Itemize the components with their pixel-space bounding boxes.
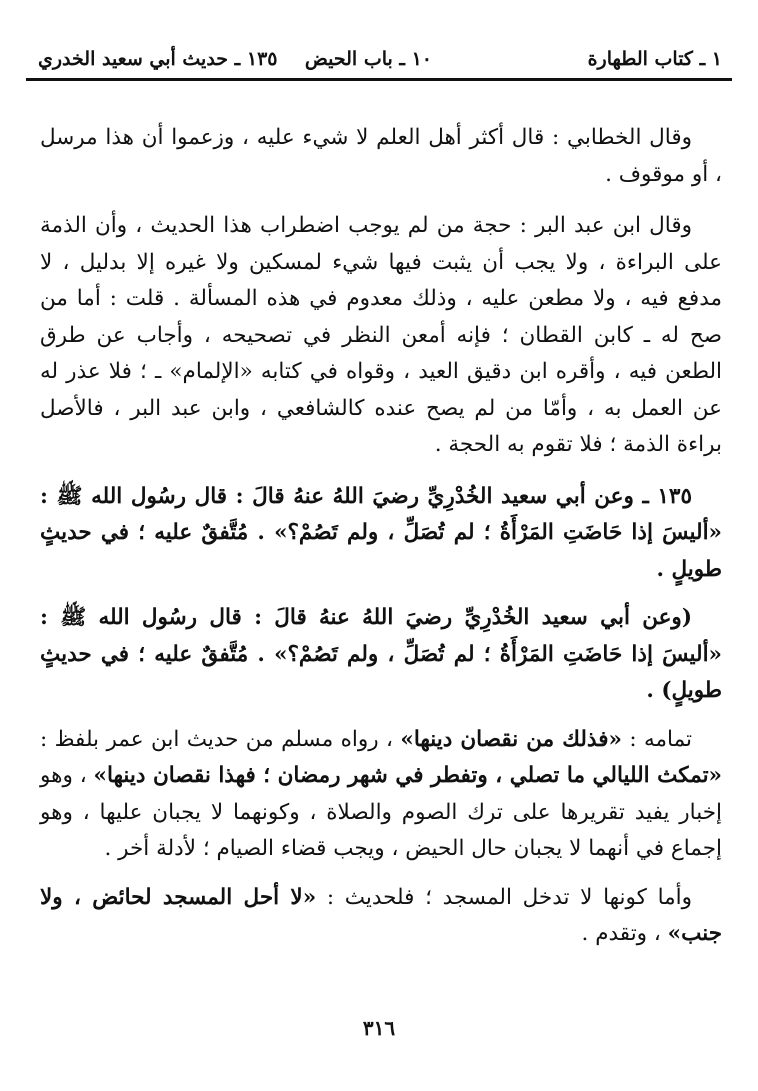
- paragraph-text: ، وهو إخبار يفيد تقريرها على ترك الصوم والصلاة ، وكونهما لا يجبان عليها ، وهو إجماع في أنهما لا يجبان حال الحيض ، ويجب قضاء الصيام ؛ لأدلة أخر .: [40, 763, 722, 861]
- header-chapter-title: ١٠ ـ باب الحيض: [304, 48, 432, 70]
- paragraph-text: وقال ابن عبد البر : حجة من لم يوجب اضطراب هذا الحديث ، وأن الذمة على البراءة ، ولا يجب أن يثبت فيها شيء لمسكين ولا غيره إلا بدليل ، لا مدفع فيه ، ولا مطعن عليه ، وذلك معدوم في هذه المسألة . قلت : أما من صح له ـ كابن القطان ؛ فإنه أمعن النظر في تصحيحه ، وأجاب عن طرق الطعن فيه ، وأقره ابن دقيق العيد ، وقواه في كتابه «الإلمام» ـ ؛ فلا عذر له عن العمل به ، وأمّا من لم يصح عنده كالشافعي ، وابن عبد البر ، فالأصل براءة الذمة ؛ فلا تقوم به الحجة .: [40, 213, 722, 457]
- header-book-title: ١ ـ كتاب الطهارة: [587, 48, 722, 70]
- paragraph-text: (وعن أبي سعيد الخُدْرِيِّ رضيَ اللهُ عنهُ قالَ : قال رسُول الله ﷺ : «أليسَ إذا حَاضَتِ المَرْأَةُ ؛ لم تُصَلِّ ، ولم تَصُمْ؟» . مُتَّفقٌ عليه ؛ في حديثٍ طويلٍ) .: [40, 605, 722, 703]
- paragraph-text: ، وتقدم .: [581, 921, 668, 946]
- paragraph-masjid: [40, 880, 722, 953]
- paragraph-text: ، رواه مسلم من حديث ابن عمر بلفظ :: [40, 726, 401, 752]
- body-text: [40, 120, 722, 965]
- running-header: [30, 42, 728, 76]
- paragraph-text: وقال الخطابي : قال أكثر أهل العلم لا شيء عليه ، وزعموا أن هذا مرسل ، أو موقوف .: [40, 125, 722, 187]
- paragraph-khattabi: [40, 120, 722, 193]
- hadith-135-commentary-quote: [40, 600, 722, 710]
- paragraph-tamamuh: [40, 722, 722, 868]
- header-hadith-title: ١٣٥ ـ حديث أبي سعيد الخدري: [38, 48, 278, 70]
- paragraph-text: ١٣٥ ـ وعن أبي سعيد الخُدْرِيِّ رضيَ اللهُ عنهُ قالَ : قال رسُول الله ﷺ : «أليسَ إذا حَاضَتِ المَرْأَةُ ؛ لم تُصَلِّ ، ولم تَصُمْ؟» . مُتَّفقٌ عليه ؛ في حديثٍ طويلٍ .: [40, 483, 722, 582]
- page-number: ٣١٦: [362, 1016, 396, 1040]
- quoted-hadith: «فذلك من نقصان دينها»: [400, 726, 622, 752]
- hadith-135-text: [40, 479, 722, 589]
- paragraph-ibn-abd-al-barr: [40, 208, 722, 464]
- paragraph-text: وأما كونها لا تدخل المسجد ؛ فلحديث :: [316, 884, 692, 910]
- quoted-hadith: «تمكث الليالي ما تصلي ، وتفطر في شهر رمضان ؛ فهذا نقصان دينها»: [93, 763, 722, 788]
- header-divider: [26, 78, 732, 81]
- quoted-hadith: «لا أحل المسجد لحائض ، ولا جنب»: [40, 884, 722, 946]
- paragraph-text: تمامه :: [621, 726, 692, 752]
